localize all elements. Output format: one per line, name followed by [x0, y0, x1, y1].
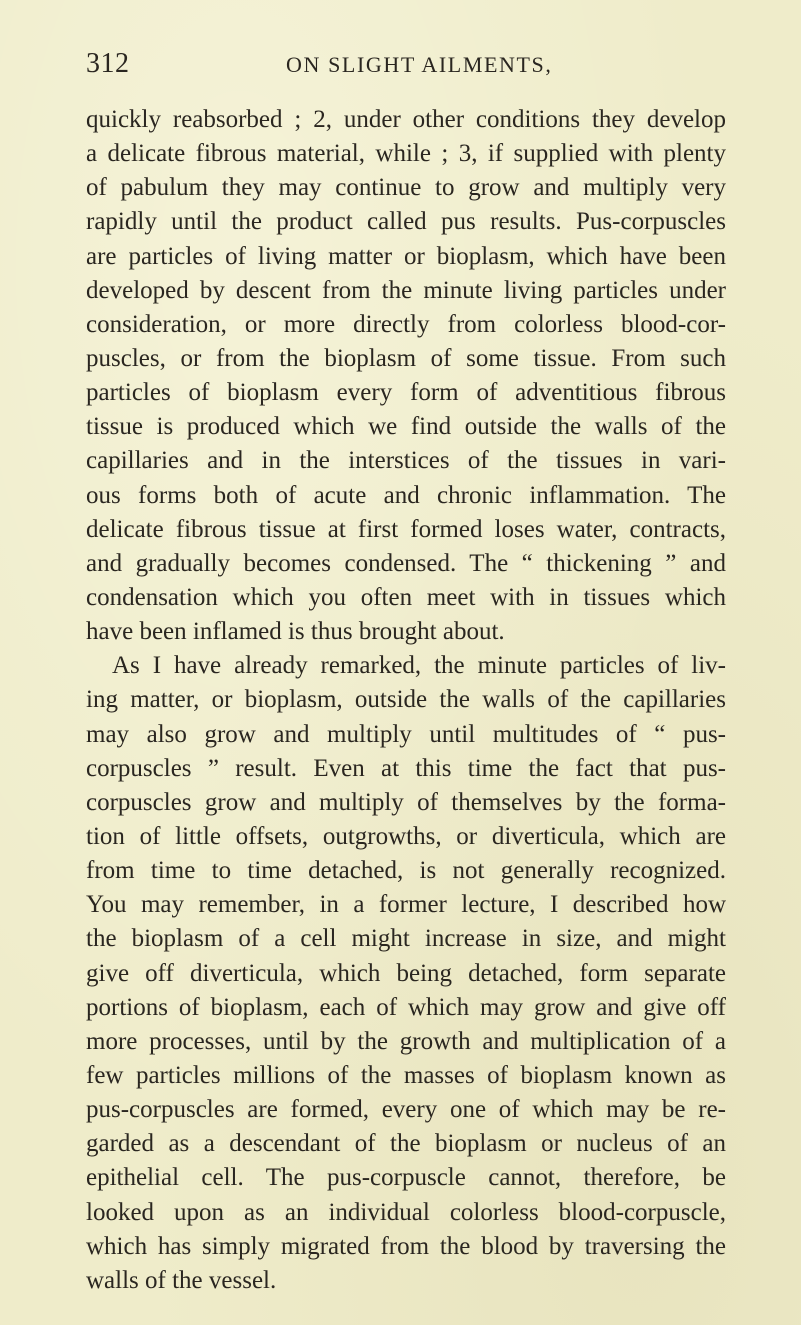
text-line: condensation which you often meet with in tissues which — [86, 583, 726, 611]
running-title: ON SLIGHT AILMENTS, — [286, 52, 553, 77]
text-line: You may remember, in a former lecture, I described how — [86, 891, 726, 919]
text-line: quickly reabsorbed ; 2, under other conditions they develop — [86, 106, 726, 133]
text-line: more processes, until by the growth and multiplication of a — [86, 1027, 726, 1055]
text-line: puscles, or from the bioplasm of some tissue. From such — [86, 344, 726, 372]
text-line: ing matter, or bioplasm, outside the walls of the capillaries — [86, 686, 726, 714]
running-head — [86, 48, 726, 92]
page-number: 312 — [86, 48, 130, 79]
text-line: delicate fibrous tissue at first formed loses water, contracts, — [86, 515, 726, 543]
text-line: the bioplasm of a cell might increase in size, and might — [86, 925, 726, 953]
text-line: capillaries and in the interstices of the tissues in vari- — [86, 447, 726, 475]
text-line: from time to time detached, is not generally recognized. — [86, 857, 726, 885]
text-line: pus-corpuscles are formed, every one of which may be re- — [86, 1096, 726, 1124]
text-line: ous forms both of acute and chronic inflammation. The — [86, 481, 726, 509]
text-line: epithelial cell. The pus-corpuscle cannot, therefore, be — [86, 1164, 726, 1192]
text-line: As I have already remarked, the minute particles of liv- — [112, 652, 726, 680]
text-line: are particles of living matter or bioplasm, which have been — [86, 242, 726, 270]
text-line: may also grow and multiply until multitudes of “ pus- — [86, 720, 726, 748]
text-line: portions of bioplasm, each of which may grow and give off — [86, 993, 726, 1021]
text-line: and gradually becomes condensed. The “ thickening ” and — [86, 549, 726, 577]
text-line: few particles millions of the masses of bioplasm known as — [86, 1061, 726, 1089]
text-line: developed by descent from the minute living particles under — [86, 276, 726, 304]
text-line: a delicate fibrous material, while ; 3, if supplied with plenty — [86, 140, 726, 168]
text-line: corpuscles grow and multiply of themselves by the forma- — [86, 788, 726, 816]
text-line: tion of little offsets, outgrowths, or diverticula, which are — [86, 822, 726, 850]
text-line: of pabulum they may continue to grow and multiply very — [86, 174, 726, 202]
text-line: tissue is produced which we find outside the walls of the — [86, 413, 726, 441]
text-line: walls of the vessel. — [86, 1266, 277, 1294]
text-line: which has simply migrated from the blood by traversing the — [86, 1232, 726, 1260]
text-line: have been inflamed is thus brought about. — [86, 618, 505, 646]
text-line: consideration, or more directly from colorless blood-cor- — [86, 310, 726, 338]
text-line: particles of bioplasm every form of adventitious fibrous — [86, 379, 726, 407]
text-line: corpuscles ” result. Even at this time the fact that pus- — [86, 754, 726, 782]
body-text — [86, 103, 726, 1298]
text-line: rapidly until the product called pus results. Pus-corpuscles — [86, 208, 726, 236]
text-line: looked upon as an individual colorless blood-corpuscle, — [86, 1198, 726, 1226]
text-line: garded as a descendant of the bioplasm or nucleus of an — [86, 1130, 726, 1158]
text-line: give off diverticula, which being detached, form separate — [86, 959, 726, 987]
